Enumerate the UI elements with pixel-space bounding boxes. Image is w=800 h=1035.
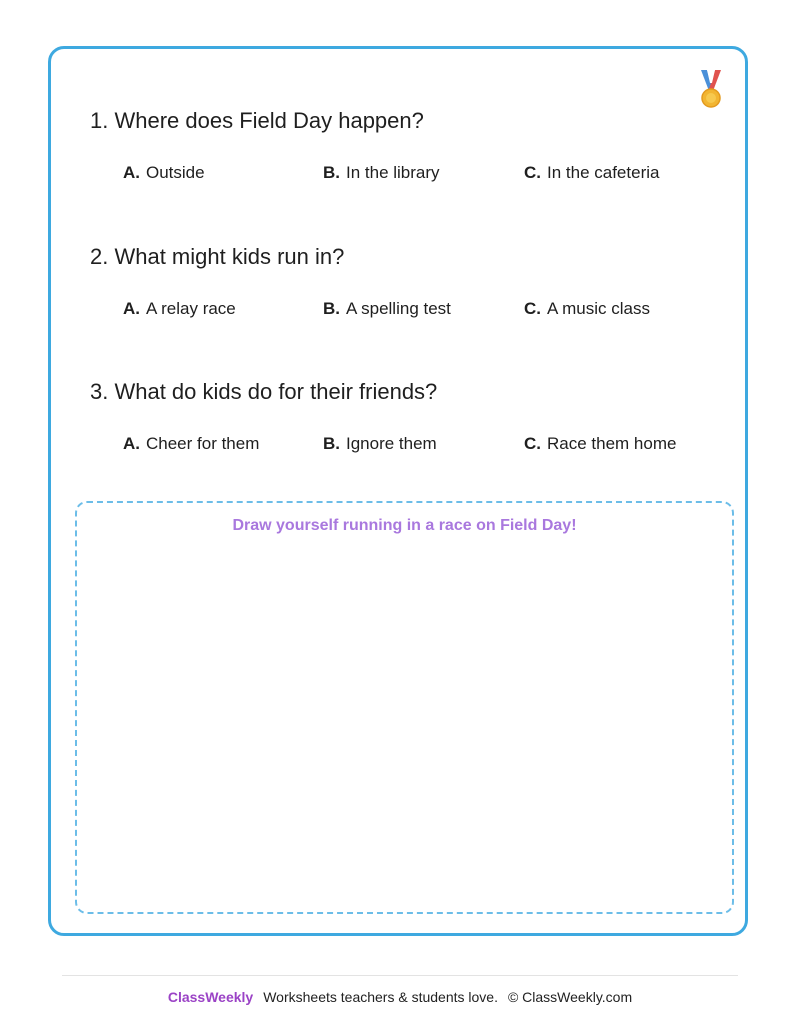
footer-copyright: © ClassWeekly.com: [507, 989, 633, 1005]
question-3-option-a[interactable]: A. Cheer for them: [123, 434, 260, 453]
question-3-options: [90, 433, 710, 457]
question-1-option-c[interactable]: C. In the cafeteria: [524, 163, 660, 182]
question-1-options: [90, 162, 710, 186]
footer-divider: [62, 975, 738, 976]
question-2-option-b[interactable]: B. A spelling test: [323, 299, 451, 318]
question-1: [90, 107, 710, 186]
worksheet-card: [48, 46, 748, 936]
footer-tagline: Worksheets teachers & students love.: [263, 989, 498, 1005]
drawing-area[interactable]: [75, 501, 734, 914]
question-2-options: [90, 298, 710, 322]
footer-brand: ClassWeekly: [167, 989, 254, 1005]
medal-icon: [698, 69, 724, 109]
question-1-option-b[interactable]: B. In the library: [323, 163, 440, 182]
question-3: [90, 378, 710, 457]
question-2-option-a[interactable]: A. A relay race: [123, 299, 236, 318]
question-3-text: 3. What do kids do for their friends?: [90, 379, 438, 404]
question-1-text: 1. Where does Field Day happen?: [90, 108, 424, 133]
question-2-option-c[interactable]: C. A music class: [524, 299, 650, 318]
question-1-option-a[interactable]: A. Outside: [123, 163, 205, 182]
question-2-text: 2. What might kids run in?: [90, 244, 345, 269]
question-3-option-b[interactable]: B. Ignore them: [323, 434, 437, 453]
drawing-prompt: Draw yourself running in a race on Field Day!: [232, 517, 577, 534]
question-3-option-c[interactable]: C. Race them home: [524, 434, 677, 453]
footer: [0, 989, 800, 1005]
question-2: [90, 243, 710, 322]
